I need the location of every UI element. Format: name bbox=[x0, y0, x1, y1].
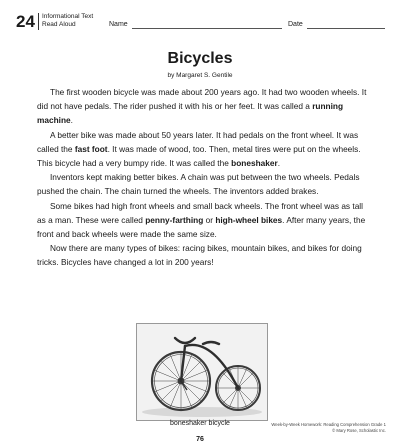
name-label: Name bbox=[109, 21, 128, 28]
text-type-line2: Read Aloud bbox=[42, 21, 76, 28]
paragraph-text: . It was made of wood, too. Then, metal tires were put on the wheels. This bicycle had a very bumpy ride. It was called the bbox=[37, 143, 361, 169]
article-body bbox=[37, 85, 373, 270]
paragraph-text: . bbox=[277, 158, 281, 169]
key-term-penny-farthing: penny-farthing bbox=[145, 214, 204, 225]
paragraph-1 bbox=[37, 85, 373, 128]
key-term-boneshaker: boneshaker bbox=[231, 158, 278, 169]
paragraph-text: The first wooden bicycle was made about 200 years ago. It had two wooden wheels. It did not have pedals. The rider pushed it with his or her feet. It was called a bbox=[37, 87, 367, 112]
credit-line-1: Week-by-Week Homework: Reading Comprehension Grade 1 bbox=[271, 422, 386, 427]
paragraph-text: . bbox=[70, 115, 73, 126]
name-field[interactable] bbox=[132, 28, 282, 29]
paragraph-5: Now there are many types of bikes: racing bikes, mountain bikes, and bikes for doing tricks. Bicycles have changed a lot in 200 years! bbox=[37, 243, 362, 268]
text-type-label bbox=[42, 13, 93, 29]
article-title: Bicycles bbox=[167, 50, 233, 67]
date-field[interactable] bbox=[307, 28, 385, 29]
text-type-line1: Informational Text bbox=[42, 13, 94, 20]
key-term-fast-foot: fast foot bbox=[74, 143, 108, 154]
header-divider bbox=[38, 13, 39, 30]
paragraph-3: Inventors kept making better bikes. A chain was put between the two wheels. Pedals pushed the chain. The chain turned the wheels. The inventors added brakes. bbox=[37, 172, 360, 197]
boneshaker-photo bbox=[136, 323, 268, 421]
paragraph-text: A better bike was made about 50 years later. It had pedals on the front wheel. It was called the bbox=[37, 129, 359, 154]
key-term-running-machine: running machine bbox=[37, 101, 344, 126]
copyright-credit bbox=[266, 422, 386, 433]
paragraph-4 bbox=[37, 199, 373, 242]
paragraph-text: . After many years, the front and back wheels were made the same size. bbox=[37, 214, 366, 240]
paragraph-text: or bbox=[203, 214, 216, 225]
figure-caption: boneshaker bicycle bbox=[170, 420, 230, 427]
paragraph-text: Some bikes had high front wheels and small back wheels. The front wheel was as tall as a man. These were called bbox=[37, 200, 363, 225]
key-term-high-wheel-bikes: high-wheel bikes bbox=[215, 214, 283, 225]
date-label: Date bbox=[288, 21, 303, 28]
lesson-number: 24 bbox=[16, 12, 35, 31]
credit-line-2: © Mary Rose, Scholastic Inc. bbox=[332, 427, 386, 433]
article-byline: by Margaret S. Gentile bbox=[167, 72, 233, 79]
worksheet-header bbox=[14, 12, 386, 34]
paragraph-2 bbox=[37, 128, 373, 171]
bicycle-illustration bbox=[137, 324, 267, 420]
page-number: 76 bbox=[196, 436, 204, 443]
